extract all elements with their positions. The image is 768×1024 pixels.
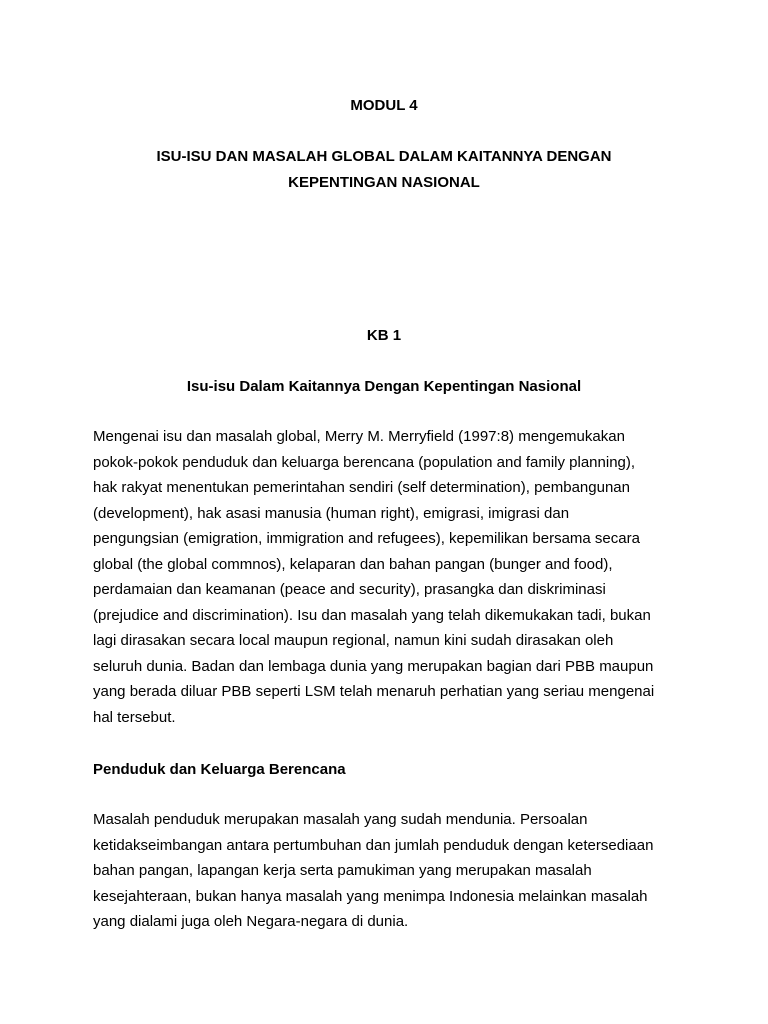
paragraph-line: lagi dirasakan secara local maupun regional, namun kini sudah dirasakan oleh bbox=[93, 632, 614, 649]
module-label: MODUL 4 bbox=[350, 97, 418, 114]
paragraph-line: pengungsian (emigration, immigration and refugees), kepemilikan bersama secara bbox=[93, 530, 640, 547]
document-title-line-2: KEPENTINGAN NASIONAL bbox=[288, 173, 480, 191]
paragraph-line: Mengenai isu dan masalah global, Merry M. Merryfield (1997:8) mengemukakan bbox=[93, 428, 625, 445]
paragraph-line: perdamaian dan keamanan (peace and security), prasangka dan diskriminasi bbox=[93, 581, 606, 598]
paragraph-line: (development), hak asasi manusia (human right), emigrasi, imigrasi dan bbox=[93, 504, 570, 522]
intro-paragraph bbox=[93, 424, 693, 730]
document-title-line-1: ISU-ISU DAN MASALAH GLOBAL DALAM KAITANNYA DENGAN bbox=[156, 148, 612, 165]
paragraph-line: (prejudice and discrimination). Isu dan masalah yang telah dikemukakan tadi, bukan bbox=[93, 606, 651, 624]
section-heading-penduduk: Penduduk dan Keluarga Berencana bbox=[93, 761, 346, 778]
kb-label: KB 1 bbox=[366, 327, 402, 344]
paragraph-line: hak rakyat menentukan pemerintahan sendiri (self determination), pembangunan bbox=[93, 479, 630, 496]
paragraph-line: bahan pangan, lapangan kerja serta pamukiman yang merupakan masalah bbox=[93, 862, 592, 879]
penduduk-paragraph bbox=[93, 807, 693, 935]
kb-subtitle: Isu-isu Dalam Kaitannya Dengan Kepentingan Nasional bbox=[186, 378, 582, 395]
paragraph-line: Masalah penduduk merupakan masalah yang sudah mendunia. Persoalan bbox=[93, 811, 588, 828]
paragraph-line: ketidakseimbangan antara pertumbuhan dan jumlah penduduk dengan ketersediaan bbox=[93, 836, 654, 854]
paragraph-line: global (the global commnos), kelaparan dan bahan pangan (bunger and food), bbox=[93, 555, 613, 573]
paragraph-line: pokok-pokok penduduk dan keluarga berencana (population and family planning), bbox=[93, 453, 636, 471]
paragraph-line: seluruh dunia. Badan dan lembaga dunia yang merupakan bagian dari PBB maupun bbox=[93, 657, 654, 675]
paragraph-line: hal tersebut. bbox=[93, 708, 176, 726]
document-title bbox=[0, 144, 768, 195]
paragraph-line: yang berada diluar PBB seperti LSM telah menaruh perhatian yang seriau mengenai bbox=[93, 683, 655, 700]
paragraph-line: yang dialami juga oleh Negara-negara di dunia. bbox=[93, 913, 409, 930]
paragraph-line: kesejahteraan, bukan hanya masalah yang menimpa Indonesia melainkan masalah bbox=[93, 887, 648, 905]
